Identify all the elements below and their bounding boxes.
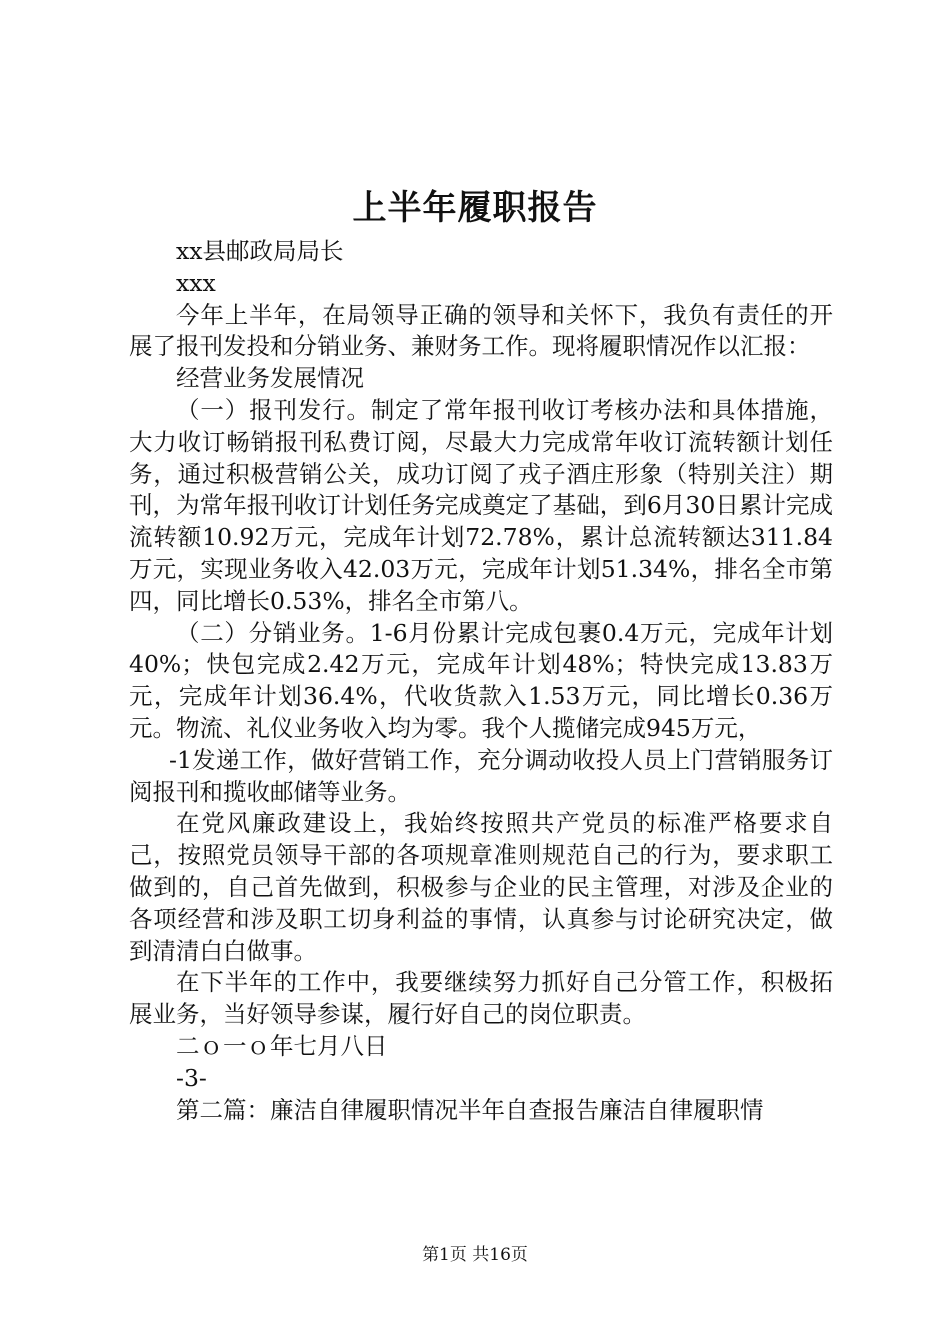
page-marker: -3- [176, 1063, 207, 1092]
paragraph-second-half-plan: 在下半年的工作中，我要继续努力抓好自己分管工作，积极拓展业务，当好领导参谋，履行好自己的岗位职责。 [129, 968, 833, 1029]
document-title: 上半年履职报告 [352, 188, 598, 228]
paragraph-newspaper-distribution: （一）报刊发行。制定了常年报刊收订考核办法和具体措施，大力收订畅销报刊私费订阅，尽最大力完成常年收订流转额计划任务，通过积极营销公关，成功订阅了戎子酒庄形象（特别关注）期刊，为常年报刊收订计划任务完成奠定了基础，到6月30日累计完成流转额10.92万元，完成年计划72.78%，累计总流转额达311.84万元，实现业务收入42.03万元，完成年计划51.34%，排名全市第四，同比增长0.53%，排名全市第八。 [129, 395, 833, 615]
next-article-heading: 第二篇：廉洁自律履职情况半年自查报告廉洁自律履职情 [176, 1095, 764, 1124]
section-heading: 经营业务发展情况 [176, 364, 364, 393]
paragraph-distribution-business: （二）分销业务。1-6月份累计完成包裹0.4万元，完成年计划40%；快包完成2.42万元，完成年计划48%；特快完成13.83万元，完成年计划36.4%，代收货款入1.53万元，同比增长0.36万元。物流、礼仪业务收入均为零。我个人揽储完成945万元， [129, 618, 833, 742]
author-name: xxx [176, 268, 216, 297]
paragraph-party-conduct: 在党风廉政建设上，我始终按照共产党员的标准严格要求自己，按照党员领导干部的各项规章准则规范自己的行为，要求职工做到的，自己首先做到，积极参与企业的民主管理，对涉及企业的各项经营和涉及职工切身利益的事情，认真参与讨论研究决定，做到清清白白做事。 [129, 809, 833, 965]
intro-paragraph: 今年上半年，在局领导正确的领导和关怀下，我负有责任的开展了报刊发投和分销业务、兼财务工作。现将履职情况作以汇报： [129, 300, 833, 361]
document-body [129, 236, 833, 1126]
author-title: xx县邮政局局长 [176, 237, 344, 265]
page-footer: 第1页 共16页 [422, 1245, 528, 1265]
paragraph-delivery-work: -1发递工作，做好营销工作，充分调动收投人员上门营销服务订阅报刊和揽收邮储等业务。 [129, 745, 833, 806]
document-date: 二ｏ一ｏ年七月八日 [176, 1031, 388, 1060]
